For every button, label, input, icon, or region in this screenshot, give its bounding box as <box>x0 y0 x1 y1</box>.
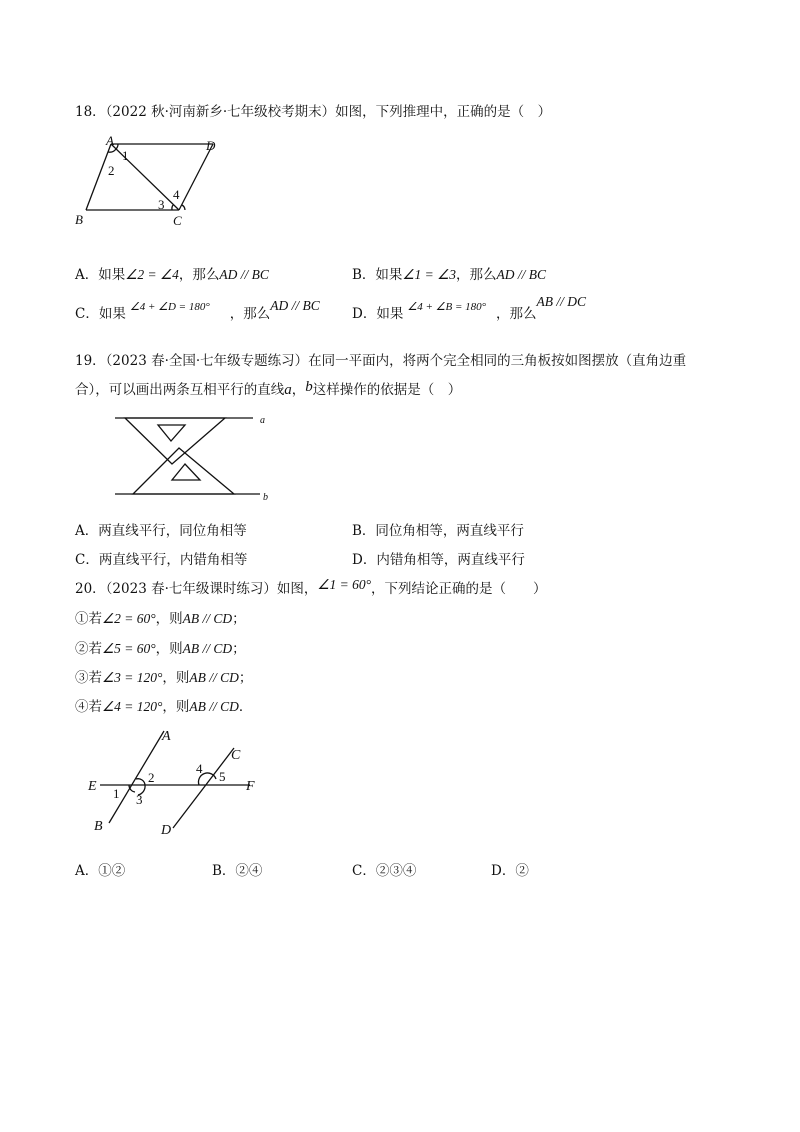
option-connector: ，那么 <box>456 267 497 283</box>
angle-1-arc <box>129 785 135 792</box>
item-connector: ，则 <box>155 611 183 627</box>
q18-num-3: 3 <box>158 197 165 212</box>
q20-label-d: D <box>161 823 172 838</box>
q20-label-f: F <box>246 779 255 794</box>
q19-figure <box>110 410 280 505</box>
q20-item-1 <box>75 607 246 627</box>
q18-num-4: 4 <box>173 187 180 202</box>
option-condition: ∠4 + ∠B = 180° <box>407 301 487 313</box>
option-result: AD // BC <box>219 267 269 282</box>
stem-condition: ∠1 = 60° <box>317 577 371 592</box>
q19-stem-line2 <box>75 378 461 399</box>
angle-2-arc <box>136 779 145 785</box>
q18-label-a: A <box>106 135 114 148</box>
item-end: ； <box>232 611 246 627</box>
item-end: ． <box>238 699 253 715</box>
item-result: AB // CD <box>189 699 239 714</box>
q20-item-4 <box>75 695 252 715</box>
var-a: a <box>284 382 292 398</box>
q20-label-c: C <box>231 748 241 763</box>
bottom-triangle-hole <box>172 464 200 480</box>
q20-label-b: B <box>94 819 103 834</box>
item-prefix: ③若 <box>75 670 102 686</box>
q18-label-c: C <box>173 213 182 228</box>
option-label: D．如果 <box>352 306 404 322</box>
q19-label-a: a <box>260 415 265 426</box>
q18-stem: 18．（2022 秋·河南新乡·七年级校考期末）如图，下列推理中，正确的是（ ） <box>75 104 552 120</box>
q20-item-3 <box>75 666 252 686</box>
q18-num-2: 2 <box>108 163 115 178</box>
item-prefix: ④若 <box>75 699 102 715</box>
option-connector: ，那么 <box>496 306 537 322</box>
q18-label-b: B <box>75 212 83 227</box>
q19-option-c: C．两直线平行，内错角相等 <box>75 552 248 568</box>
item-condition: ∠5 = 60° <box>102 641 156 656</box>
item-condition: ∠4 = 120° <box>102 699 163 714</box>
segment-cd <box>179 144 213 210</box>
stem-text: ，下列结论正确的是（ ） <box>371 581 547 597</box>
item-connector: ，则 <box>162 699 190 715</box>
option-connector: ，那么 <box>229 306 271 322</box>
stem-text: 20．（2023 春·七年级课时练习）如图， <box>75 581 318 597</box>
stem-text: 合），可以画出两条互相平行的直线 <box>75 382 285 398</box>
q20-item-2 <box>75 637 246 657</box>
q20-num-3: 3 <box>136 792 143 807</box>
stem-text: 这样操作的依据是（ ） <box>312 382 462 398</box>
q19-option-a: A．两直线平行，同位角相等 <box>75 523 247 539</box>
bottom-triangle-ruler <box>133 448 234 494</box>
item-result: AB // CD <box>189 670 239 685</box>
angle-1-arc <box>116 144 118 149</box>
item-prefix: ①若 <box>75 611 102 627</box>
angle-3-arc <box>172 205 173 210</box>
q20-option-c: C．②③④ <box>352 863 417 879</box>
option-result: AD // BC <box>270 298 320 313</box>
item-result: AB // CD <box>182 611 233 626</box>
line-ab <box>109 731 164 823</box>
item-connector: ，则 <box>155 641 183 657</box>
q19-option-d: D．内错角相等，两直线平行 <box>352 552 525 568</box>
item-prefix: ②若 <box>75 641 102 657</box>
option-label: B．如果 <box>352 267 403 283</box>
q18-option-d <box>352 294 587 322</box>
option-condition: ∠1 = ∠3 <box>402 267 456 282</box>
q18-option-c <box>75 298 320 322</box>
option-condition: ∠2 = ∠4 <box>125 267 179 282</box>
top-triangle-hole <box>158 425 185 441</box>
q18-option-a <box>75 263 269 283</box>
option-label: C．如果 <box>75 306 126 322</box>
q20-label-e: E <box>88 779 97 794</box>
item-condition: ∠2 = 60° <box>102 611 156 626</box>
q19-option-b: B．同位角相等，两直线平行 <box>352 523 524 539</box>
q19-label-b: b <box>263 492 268 503</box>
var-b: b <box>305 379 313 395</box>
option-connector: ，那么 <box>178 267 220 283</box>
q20-option-d: D．② <box>491 863 529 879</box>
item-end: ； <box>232 641 246 657</box>
q20-label-a: A <box>162 729 171 744</box>
q20-num-1: 1 <box>113 786 120 801</box>
option-condition: ∠4 + ∠D = 180° <box>129 301 210 313</box>
q20-stem <box>75 577 547 597</box>
item-connector: ，则 <box>162 670 190 686</box>
q19-stem-line1: 19．（2023 春·全国·七年级专题练习）在同一平面内，将两个完全相同的三角板按如图摆放（直角边重 <box>75 353 687 369</box>
q18-figure <box>70 135 230 230</box>
q20-num-2: 2 <box>148 770 155 785</box>
q18-label-d: D <box>206 138 216 153</box>
q18-num-1: 1 <box>122 148 129 163</box>
q20-num-4: 4 <box>196 761 203 776</box>
option-result: AB // DC <box>536 294 587 309</box>
option-label: A．如果 <box>75 267 126 283</box>
option-result: AD // BC <box>496 267 546 282</box>
q20-figure <box>80 722 270 842</box>
item-end: ； <box>238 670 253 686</box>
angle-4-arc <box>182 205 185 210</box>
q20-option-b: B．②④ <box>212 863 263 879</box>
q18-option-b <box>352 263 546 283</box>
q20-option-a: A．①② <box>75 863 126 879</box>
stem-comma: ， <box>291 382 306 398</box>
item-condition: ∠3 = 120° <box>102 670 163 685</box>
line-cd <box>173 748 234 828</box>
q20-num-5: 5 <box>219 769 226 784</box>
item-result: AB // CD <box>182 641 233 656</box>
